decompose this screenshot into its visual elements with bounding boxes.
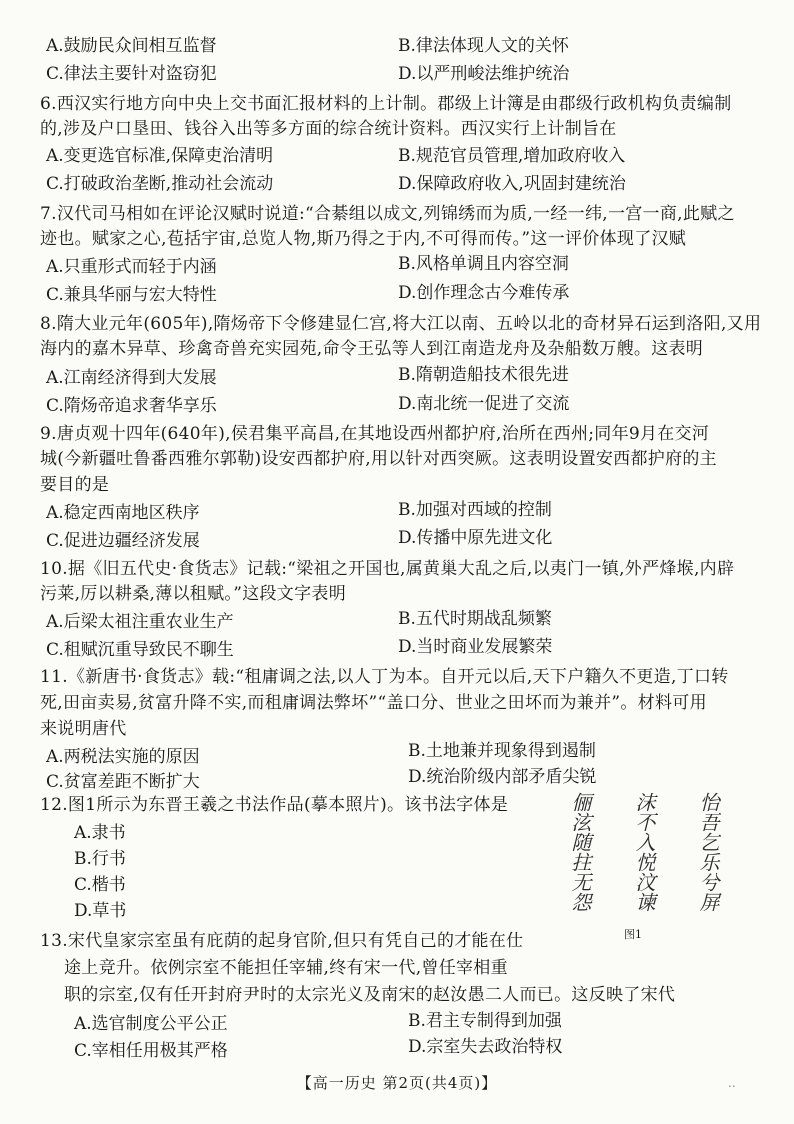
option-q7-b: B.风格单调且内容空洞 <box>398 254 569 274</box>
question-13-line-1: 13.宋代皇家宗室虽有庇荫的起身官阶,但只有凭自己的才能在仕 <box>40 931 524 951</box>
option-q5-a: A.鼓励民众间相互监督 <box>46 36 217 56</box>
calligraphy-column-right: 怡吾乞乐兮屏 <box>696 792 720 912</box>
option-q8-b: B.隋朝造船技术很先进 <box>398 365 569 385</box>
question-11-line-1: 11.《新唐书·食货志》载:“租庸调之法,以人丁为本。自开元以后,天下户籍久不更造,丁口转 <box>40 667 729 687</box>
option-q11-a: A.两税法实施的原因 <box>46 747 200 767</box>
option-q5-b: B.律法体现人文的关怀 <box>398 36 569 56</box>
question-11-line-3: 来说明唐代 <box>40 719 127 739</box>
question-6-line-2: 的,涉及户口垦田、钱谷入出等多方面的综合统计资料。西汉实行上计制旨在 <box>40 119 617 139</box>
question-6-line-1: 6.西汉实行地方向中央上交书面汇报材料的上计制。郡级上计簿是由郡级行政机构负责编制 <box>40 94 732 114</box>
option-q9-c: C.促进边疆经济发展 <box>46 531 200 551</box>
question-13-line-2: 途上竞升。依例宗室不能担任宰辅,终有宋一代,曾任宰相重 <box>64 958 508 978</box>
question-8-line-2: 海内的嘉木异草、珍禽奇兽充实园苑,命令王弘等人到江南造龙舟及杂船数万艘。这表明 <box>40 339 704 359</box>
option-q10-b: B.五代时期战乱频繁 <box>398 609 552 629</box>
question-7-line-2: 迹也。赋家之心,苞括宇宙,总览人物,斯乃得之于内,不可得而传。”这一评价体现了汉赋 <box>40 229 687 249</box>
option-q7-a: A.只重形式而轻于内涵 <box>46 257 217 277</box>
option-q12-d: D.草书 <box>74 901 127 921</box>
option-q9-b: B.加强对西域的控制 <box>398 500 552 520</box>
calligraphy-column-left: 俪泫随拄无怨 <box>568 792 592 912</box>
question-9-line-1: 9.唐贞观十四年(640年),侯君集平高昌,在其地设西州都护府,治所在西州;同年9月在交河 <box>40 424 710 444</box>
question-8-line-1: 8.隋大业元年(605年),隋炀帝下令修建显仁宫,将大江以南、五岭以北的奇材异石运到洛阳,又用 <box>40 314 762 334</box>
option-q11-b: B.土地兼并现象得到遏制 <box>408 741 596 761</box>
option-q11-c: C.贫富差距不断扩大 <box>46 772 200 792</box>
option-q6-d: D.保障政府收入,巩固封建统治 <box>398 174 626 194</box>
option-q9-a: A.稳定西南地区秩序 <box>46 503 200 523</box>
option-q13-a: A.选官制度公平公正 <box>74 1014 228 1034</box>
option-q7-c: C.兼具华丽与宏大特性 <box>46 285 217 305</box>
option-q9-d: D.传播中原先进文化 <box>398 528 553 548</box>
footer-mark: .. <box>728 1076 736 1090</box>
question-10-line-2: 污莱,厉以耕桑,薄以租赋。”这段文字表明 <box>40 584 346 604</box>
option-q12-b: B.行书 <box>74 849 126 869</box>
calligraphy-figure <box>556 792 740 920</box>
option-q11-d: D.统治阶级内部矛盾尖锐 <box>408 767 597 787</box>
option-q5-d: D.以严刑峻法维护统治 <box>398 64 570 84</box>
page-footer: 【高一历史 第2页(共4页)】 <box>296 1074 498 1092</box>
option-q10-a: A.后梁太祖注重农业生产 <box>46 612 234 632</box>
question-13-line-3: 职的宗室,仅有任开封府尹时的太宗光义及南宋的赵汝愚二人而已。这反映了宋代 <box>64 985 676 1005</box>
option-q13-c: C.宰相任用极其严格 <box>74 1041 228 1061</box>
option-q12-c: C.楷书 <box>74 875 126 895</box>
option-q6-b: B.规范官员管理,增加政府收入 <box>398 146 626 166</box>
option-q13-b: B.君主专制得到加强 <box>408 1011 562 1031</box>
option-q6-a: A.变更选官标准,保障吏治清明 <box>46 146 274 166</box>
option-q6-c: C.打破政治垄断,推动社会流动 <box>46 174 274 194</box>
option-q8-a: A.江南经济得到大发展 <box>46 368 217 388</box>
question-9-line-2: 城(今新疆吐鲁番西雅尔郭勒)设安西都护府,用以针对西突厥。这表明设置安西都护府的主 <box>40 449 717 469</box>
option-q8-d: D.南北统一促进了交流 <box>398 394 570 414</box>
option-q5-c: C.律法主要针对盗窃犯 <box>46 64 217 84</box>
option-q13-d: D.宗室失去政治特权 <box>408 1037 563 1057</box>
question-11-line-2: 死,田亩卖易,贫富升降不实,而租庸调法弊坏”“盖口分、世业之田坏而为兼并”。材料可用 <box>40 693 707 713</box>
option-q10-c: C.租赋沉重导致民不聊生 <box>46 640 234 660</box>
question-10-line-1: 10.据《旧五代史·食货志》记载:“梁祖之开国也,属黄巢大乱之后,以夷门一镇,外严烽堠,内辟 <box>40 559 735 579</box>
figure-caption: 图1 <box>624 928 642 941</box>
calligraphy-column-middle: 沫不入悦汶谏 <box>632 792 656 912</box>
option-q7-d: D.创作理念古今难传承 <box>398 283 570 303</box>
option-q10-d: D.当时商业发展繁荣 <box>398 637 553 657</box>
question-12-line-1: 12.图1所示为东晋王羲之书法作品(摹本照片)。该书法字体是 <box>40 795 509 815</box>
question-9-line-3: 要目的是 <box>40 475 110 495</box>
option-q12-a: A.隶书 <box>74 823 126 843</box>
option-q8-c: C.隋炀帝追求奢华享乐 <box>46 396 217 416</box>
question-7-line-1: 7.汉代司马相如在评论汉赋时说道:“合綦组以成文,列锦绣而为质,一经一纬,一宫一商,此赋之 <box>40 204 735 224</box>
